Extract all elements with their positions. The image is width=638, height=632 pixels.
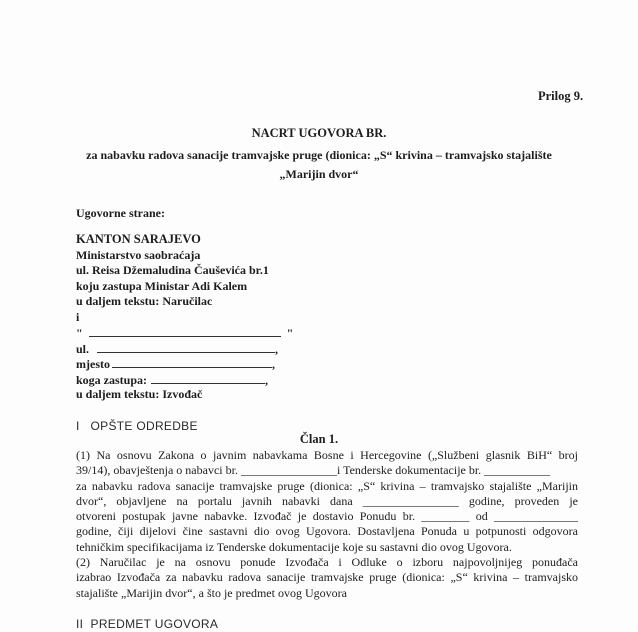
party2-rep-row (76, 372, 293, 388)
article1-line: stajalište „Marijin dvor“, a što je predmet ovog Ugovora (76, 585, 347, 600)
party2-open-quote: " (76, 326, 83, 340)
party2-close-quote: " (286, 326, 294, 340)
article1-line: dvor“, objavljene na portalu javnih nabavki dana ________________ godine, proveden je (76, 493, 578, 508)
document-subtitle-line1: za nabavku radova sanacije tramvajske pruge (dionica: „S“ krivina – tramvajsko stajalište (86, 148, 552, 162)
party2-rep-label: koga zastupa: (76, 372, 148, 387)
annex-label: Prilog 9. (538, 89, 584, 103)
party1-representative: koju zastupa Ministar Adi Kalem (76, 278, 248, 293)
party2-rep-blank[interactable] (151, 372, 265, 384)
party1-address: ul. Reisa Džemaludina Čauševića br.1 (76, 263, 269, 277)
section1-heading: I OPŠTE ODREDBE (76, 419, 198, 433)
party2-street-blank[interactable] (97, 341, 275, 353)
article1-line: 39/14), obavještenja o nabavci br. ________________i Tenderske dokumentacije br. ___________ (76, 463, 551, 478)
article1-line: za nabavku radova sanacije tramvajske pruge (dionica: „S“ krivina – tramvajsko stajalište „Marijin (76, 478, 578, 493)
party2-street-comma: , (275, 341, 279, 356)
conjunction: i (76, 309, 80, 324)
article1-line: godine, čiji dijelovi čine sastavni dio ovog Ugovora. Dostavljena Ponuda u potpunosti odgovora (76, 524, 578, 539)
party2-city-blank[interactable] (112, 356, 272, 368)
contracting-parties-block (76, 232, 293, 403)
article1-line: izabrao Izvođača za nabavku radova sanacije tramvajske pruge (dionica: „S“ krivina – tramvajsko (76, 570, 578, 585)
article1-body (76, 448, 578, 601)
party2-street-label: ul. (76, 341, 90, 356)
article1-line: (1) Na osnovu Zakona o javnim nabavkama Bosne i Hercegovine („Službeni glasnik BiH“ broj (76, 448, 578, 462)
party2-street-row (76, 341, 293, 357)
party2-name-blank[interactable] (89, 325, 281, 337)
party2-city-row (76, 356, 293, 372)
party2-name-row (76, 325, 293, 341)
party2-city-label: mjesto (76, 357, 110, 371)
article1-heading: Član 1. (299, 432, 339, 446)
article1-line: (2) Naručilac je na osnovu ponude Izvođača i Odluke o izboru najpovoljnijeg ponuđača (76, 555, 578, 570)
document-title: NACRT UGOVORA BR. (251, 126, 387, 140)
article1-line: otvoreni postupak javne nabavke. Izvođač je dostavio Ponudu br. ________ od ______________ (76, 509, 578, 524)
article1-line: tehničkim specifikacijama iz Tenderske dokumentacije koje su sastavni dio ovog Ugovora. (76, 539, 512, 554)
document-subtitle-line2: „Marijin dvor“ (279, 167, 359, 181)
party2-rep-comma: , (265, 372, 269, 387)
section2-heading: II PREDMET UGOVORA (76, 617, 219, 631)
party2-city-comma: , (271, 357, 275, 371)
contracting-parties-heading: Ugovorne strane: (76, 206, 165, 220)
party1-referred-as: u daljem tekstu: Naručilac (76, 294, 213, 308)
party2-referred-as: u daljem tekstu: Izvođač (76, 387, 203, 401)
party1-name: KANTON SARAJEVO (76, 232, 201, 246)
party1-ministry: Ministarstvo saobraćaja (76, 247, 201, 262)
